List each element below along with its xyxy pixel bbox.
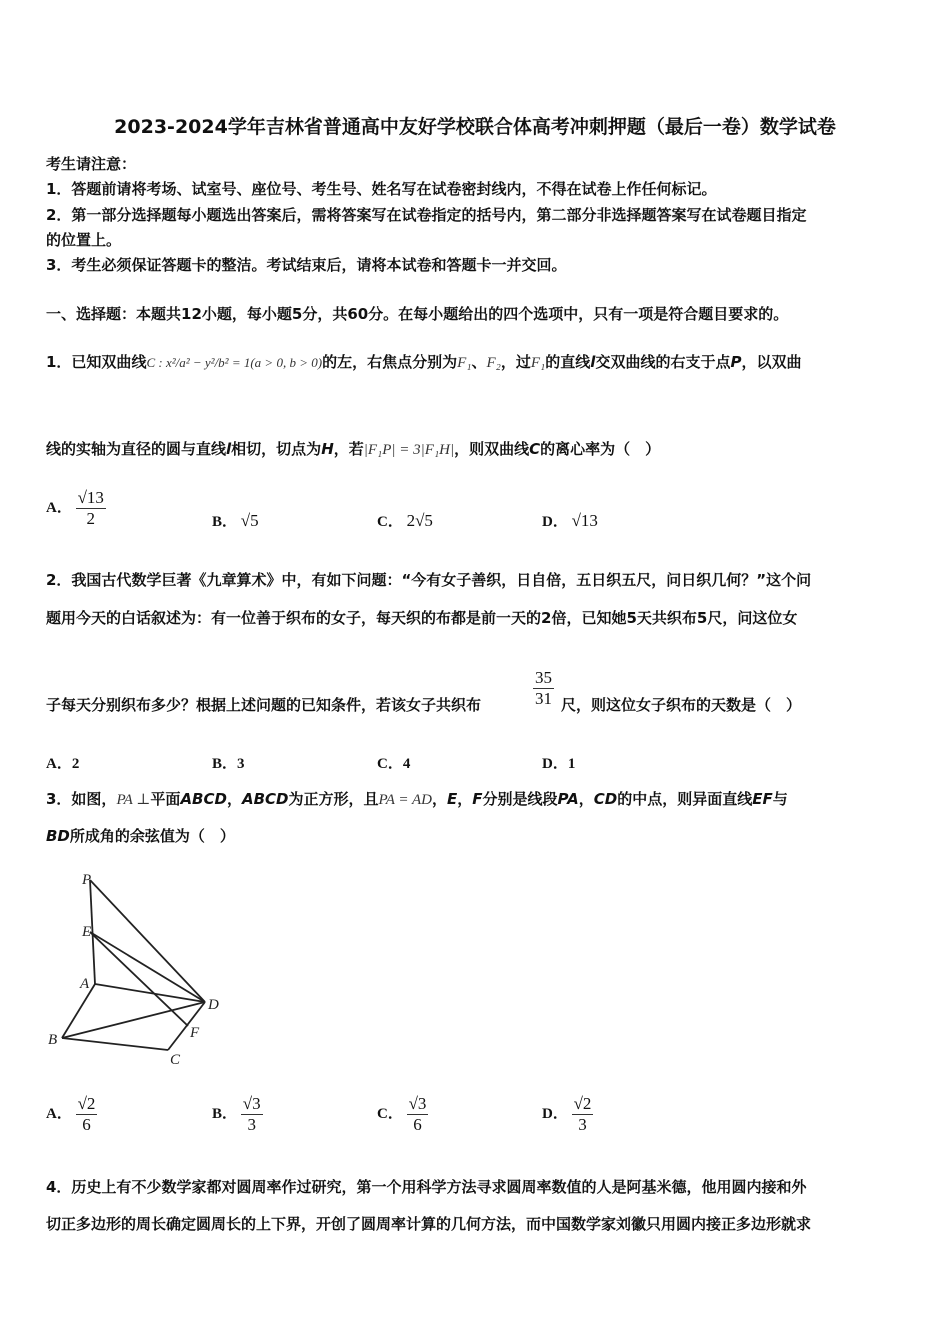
q1-text: ，则双曲线 [454, 440, 530, 458]
edge-BD [62, 1002, 205, 1038]
notice-item: 2．第一部分选择题每小题选出答案后，需将答案写在试卷指定的括号内，第二部分非选择题答案写在试卷题目指定 [46, 206, 807, 224]
label-F: F [190, 1025, 200, 1041]
q3-text: 为正方形，且 [288, 790, 379, 808]
q1-text: 的离心率为（ ） [540, 440, 661, 458]
q3-text: ， [431, 790, 447, 808]
q3-text: 所成角的余弦值为（ ） [69, 827, 235, 845]
label-A: A [80, 976, 90, 992]
q1-l: l [226, 440, 232, 458]
q1-line1 [46, 351, 801, 372]
page-title: 2023-2024学年吉林省普通高中友好学校联合体高考冲刺押题（最后一卷）数学试卷 [114, 116, 836, 138]
q3-math: ABCD [241, 790, 289, 808]
q1-text: 相切，切点为 [231, 440, 322, 458]
q2-option-a: A．2 [46, 756, 80, 772]
notice-item: 1．答题前请将考场、试室号、座位号、考生号、姓名写在试卷密封线内，不得在试卷上作任何标记。 [46, 180, 717, 198]
edge-AB [62, 984, 95, 1038]
q3-math: BD [46, 827, 70, 845]
q3-math: PA ⊥ [116, 792, 151, 808]
q1-text: 、 [471, 353, 487, 371]
pyramid-figure [40, 862, 240, 1082]
q1-f1: F₁ [457, 355, 472, 371]
q2-option-c: C．4 [377, 756, 411, 772]
q1-text: 交双曲线的右支于点 [595, 353, 731, 371]
q1-f1: F₁ [530, 355, 546, 371]
q3-option-a: A． $\frac{√2}{6}$ [46, 1094, 96, 1134]
q1-text: 的直线 [545, 353, 591, 371]
label-C: C [170, 1052, 181, 1068]
q3-line2 [46, 825, 235, 846]
edge-ED [90, 932, 205, 1002]
q1-f2: F₂ [486, 355, 501, 371]
label-D: D [208, 997, 219, 1013]
q1-l: l [590, 353, 596, 371]
label-E: E [82, 924, 92, 940]
q1-text: 的左，右焦点分别为 [322, 353, 458, 371]
q1-option-d: D． √13 [542, 511, 598, 530]
q3-text: 平面 [150, 790, 181, 808]
q3-math: E [446, 790, 458, 808]
q1-option-b: B． √5 [212, 511, 259, 530]
q2-line3a: 子每天分别织布多少？根据上述问题的已知条件，若该女子共织布 [46, 696, 482, 714]
q3-math: CD [593, 790, 618, 808]
q3-text: ， [578, 790, 594, 808]
notice-item: 的位置上。 [46, 231, 122, 249]
q1-line2 [46, 438, 660, 459]
edge-PD [90, 880, 205, 1002]
q2-fraction: $\frac{35}{31}$ [535, 668, 552, 708]
q1-condition: |F₁P| = 3|F₁H| [363, 442, 455, 458]
q2-line1: 2．我国古代数学巨著《九章算术》中，有如下问题：“今有女子善织，日自倍，五日织五尺，问日织几何？”这个问 [46, 571, 812, 589]
q1-text: 1．已知双曲线 [46, 353, 147, 371]
q3-text: 3．如图， [46, 790, 117, 808]
q4-line1: 4．历史上有不少数学家都对圆周率作过研究，第一个用科学方法寻求圆周率数值的人是阿基米德，他用圆内接和外 [46, 1178, 807, 1196]
notice-item: 3．考生必须保证答题卡的整洁。考试结束后，请将本试卷和答题卡一并交回。 [46, 256, 567, 274]
label-B: B [48, 1032, 58, 1048]
q1-H: H [321, 440, 334, 458]
q3-option-b: B． $\frac{√3}{3}$ [212, 1094, 261, 1134]
q3-text: ， [226, 790, 242, 808]
q2-line3b: 尺，则这位女子织布的天数是（ ） [561, 696, 802, 714]
q3-text: 的中点，则异面直线 [617, 790, 753, 808]
q1-text: ，以双曲 [741, 353, 802, 371]
q3-math: ABCD [180, 790, 227, 808]
q3-option-c: C． $\frac{√3}{6}$ [377, 1094, 427, 1134]
fraction: $\frac{√13}{2}$ [77, 488, 104, 528]
section-heading: 一、选择题：本题共12小题，每小题5分，共60分。在每小题给出的四个选项中，只有一项是符合题目要求的。 [46, 305, 789, 323]
q3-math: PA [557, 790, 579, 808]
q2-option-b: B．3 [212, 756, 245, 772]
q1-option-c: C． 2√5 [377, 511, 433, 530]
q3-text: 分别是线段 [482, 790, 558, 808]
q1-option-a: A． $\frac{√13}{2}$ [46, 488, 104, 528]
q1-text: ，若 [333, 440, 364, 458]
q3-text: 与 [772, 790, 788, 808]
notice-heading: 考生请注意： [46, 155, 137, 173]
q3-math: F [472, 790, 483, 808]
q4-line2: 切正多边形的周长确定圆周长的上下界，开创了圆周率计算的几何方法，而中国数学家刘徽只用圆内接正多边形就求 [46, 1215, 812, 1233]
q1-text: ，过 [500, 353, 531, 371]
q3-math: EF [752, 790, 773, 808]
edge-EF [90, 932, 188, 1026]
q1-P: P [730, 353, 742, 371]
q2-option-d: D．1 [542, 756, 576, 772]
q2-line2: 题用今天的白话叙述为：有一位善于织布的女子，每天织的布都是前一天的2倍，已知她5天共织布5尺，问这位女 [46, 609, 798, 627]
label-P: P [82, 872, 92, 888]
q1-equation: C : x²/a² − y²/b² = 1(a > 0, b > 0) [146, 355, 323, 370]
q3-math: PA = AD [378, 792, 432, 808]
q1-text: 线的实轴为直径的圆与直线 [46, 440, 227, 458]
q3-text: ， [457, 790, 473, 808]
q3-line1 [46, 788, 788, 809]
q3-option-d: D． $\frac{√2}{3}$ [542, 1094, 592, 1134]
edge-BC [62, 1038, 168, 1050]
q1-C: C [529, 440, 541, 458]
